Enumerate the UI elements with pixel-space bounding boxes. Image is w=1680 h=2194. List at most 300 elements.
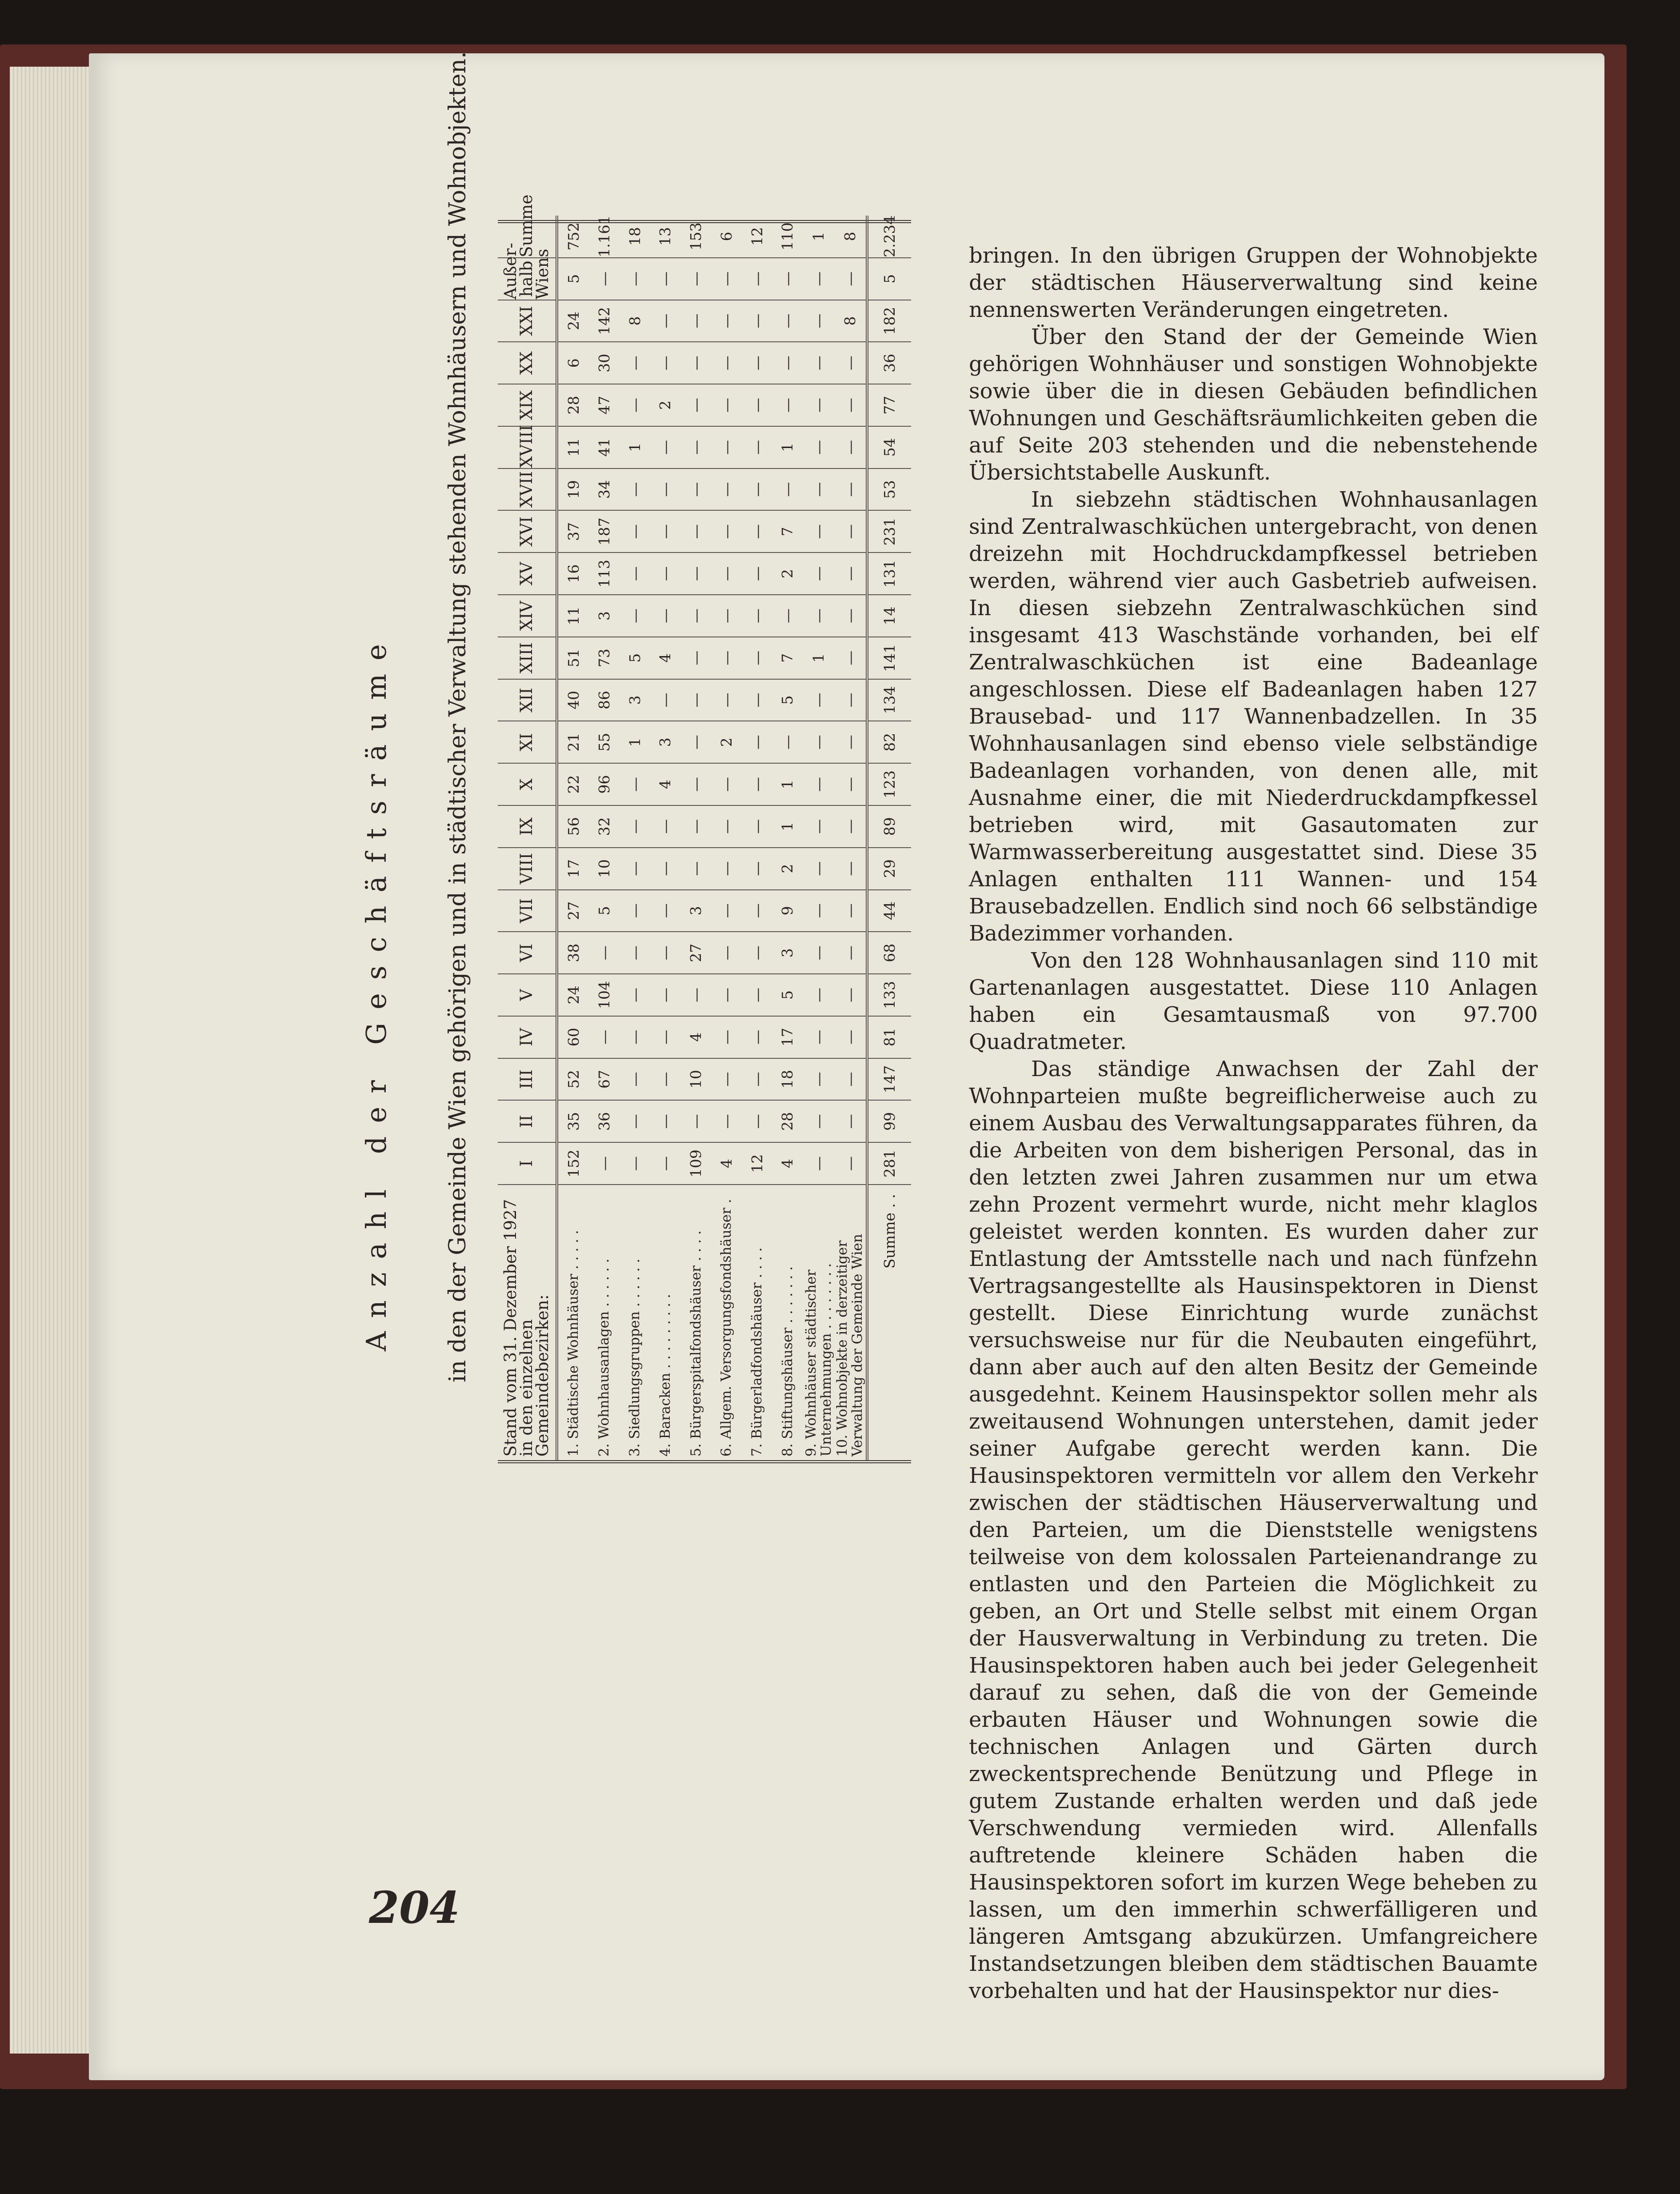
table-cell: — — [834, 721, 867, 763]
table-cell: — — [620, 511, 650, 553]
table-cell: — — [589, 258, 620, 300]
table-cell: — — [620, 258, 650, 300]
table-cell: 10 — [589, 848, 620, 890]
sum-cell: 29 — [867, 848, 911, 890]
table-cell: — — [803, 384, 834, 426]
table-cell: — — [803, 1058, 834, 1101]
column-header: V — [498, 974, 557, 1016]
table-rule-bottom — [498, 1460, 911, 1463]
table-cell: — — [742, 932, 772, 974]
table-cell: 6 — [711, 216, 742, 258]
table-cell: — — [711, 1058, 742, 1101]
row-label: 10. Wohnobjekte in derzeitiger Verwaltung der Gemeinde Wien — [834, 1234, 866, 1457]
table-cell: — — [680, 637, 711, 679]
table-cell: 24 — [557, 974, 589, 1016]
table-cell: — — [834, 1142, 867, 1185]
row-label: 2. Wohnhausanlagen . . . . . . — [596, 1258, 612, 1457]
table-cell: — — [834, 342, 867, 384]
table-cell: — — [742, 805, 772, 848]
table-cell: 41 — [589, 426, 620, 468]
table-cell: 110 — [772, 216, 803, 258]
table-cell: 142 — [589, 300, 620, 342]
table-cell: — — [803, 1016, 834, 1058]
table-cell: — — [589, 1142, 620, 1185]
table-cell: — — [650, 511, 680, 553]
table-cell: — — [650, 426, 680, 468]
table-cell: — — [742, 553, 772, 595]
table-row — [557, 216, 589, 1460]
column-header: XVI — [498, 511, 557, 553]
table-cell: — — [834, 1100, 867, 1142]
table-cell: — — [742, 426, 772, 468]
table-cell: — — [711, 763, 742, 805]
table-cell: 28 — [772, 1100, 803, 1142]
table-cell: 752 — [557, 216, 589, 258]
table-cell: — — [772, 300, 803, 342]
table-cell: 27 — [557, 890, 589, 932]
table-cell: — — [620, 595, 650, 637]
table-cell: 67 — [589, 1058, 620, 1101]
table-cell: — — [834, 258, 867, 300]
table-row — [834, 216, 867, 1460]
text-paragraph: In siebzehn städtischen Wohnhausanlagen sind Zentralwaschküchen untergebracht, von denen dreizehn mit Hochdruckdampfkessel betrieben werden, während vier auch Gasbetrieb aufweisen. In diesen siebzehn Zentralwaschküchen sind insgesamt 413 Waschstände vorhanden, bei elf Zentralwaschküchen ist eine Badeanlage angeschlossen. Diese elf Badeanlagen haben 127 Brausebad- und 117 Wannenbadzellen. In 35 Wohnhausanlagen sind ebenso viele selbständige Badeanlagen vorhanden, von denen alle, mit Ausnahme einer, die mit Niederdruckdampfkessel betrieben wird, mit Gasautomaten zur Warmwasserbereitung ausgestattet sind. Diese 35 Anlagen enthalten 111 Wannen- und 154 Brausebadzellen. Endlich sind noch 66 selbständige Badezimmer vorhanden. — [969, 487, 1538, 946]
table-cell: 19 — [557, 468, 589, 511]
table-cell: — — [680, 595, 711, 637]
table-cell: — — [680, 848, 711, 890]
table-cell: 1 — [803, 216, 834, 258]
text-paragraph: Über den Stand der der Gemeinde Wien gehörigen Wohnhäuser und sonstigen Wohnobjekte sowie über die in diesen Gebäuden befindlichen Wohnungen und Geschäftsräumlichkeiten geben die auf Seite 203 stehenden und die nebenstehende Übersichtstabelle Auskunft. — [969, 324, 1538, 485]
table-cell: 60 — [557, 1016, 589, 1058]
table-subtitle: in den der Gemeinde Wien gehörigen und in städtischer Verwaltung stehenden Wohnhäusern und Wohnobjekten. — [444, 51, 471, 1382]
table-cell: — — [834, 805, 867, 848]
table-cell: — — [680, 679, 711, 721]
table-cell: 73 — [589, 637, 620, 679]
table-cell: — — [803, 468, 834, 511]
table-cell: 2 — [772, 553, 803, 595]
table-cell: 47 — [589, 384, 620, 426]
table-cell: — — [803, 679, 834, 721]
sum-cell: 44 — [867, 890, 911, 932]
table-cell: 5 — [772, 679, 803, 721]
table-cell: — — [620, 1100, 650, 1142]
table-cell: 18 — [772, 1058, 803, 1101]
table-cell: 113 — [589, 553, 620, 595]
table-cell: — — [834, 974, 867, 1016]
table-cell: — — [711, 805, 742, 848]
table-row — [772, 216, 803, 1460]
table-cell: — — [680, 553, 711, 595]
table-cell: — — [680, 342, 711, 384]
table-cell: 52 — [557, 1058, 589, 1101]
sum-cell: 2.234 — [867, 216, 911, 258]
table-cell: — — [834, 468, 867, 511]
table-cell: 7 — [772, 511, 803, 553]
table-cell: — — [620, 384, 650, 426]
table-title: Anzahl der Geschäftsräume — [360, 631, 392, 1351]
table-row — [650, 216, 680, 1460]
table-cell: — — [711, 300, 742, 342]
table-cell: — — [680, 300, 711, 342]
column-header: IV — [498, 1016, 557, 1058]
table-cell: 5 — [620, 637, 650, 679]
table-cell: — — [650, 848, 680, 890]
table-cell: — — [650, 679, 680, 721]
column-header: XX — [498, 342, 557, 384]
table-cell: — — [803, 553, 834, 595]
table-cell: — — [650, 805, 680, 848]
sum-cell: 36 — [867, 342, 911, 384]
table-cell: 8 — [834, 216, 867, 258]
column-header: XIX — [498, 384, 557, 426]
table-cell: 17 — [772, 1016, 803, 1058]
column-header: XV — [498, 553, 557, 595]
table-cell: — — [711, 595, 742, 637]
column-header: XVII — [498, 468, 557, 511]
table-cell: 24 — [557, 300, 589, 342]
table-row — [620, 216, 650, 1460]
table-cell: — — [803, 1142, 834, 1185]
table-cell: — — [589, 1016, 620, 1058]
table-cell: — — [742, 721, 772, 763]
table-cell: 30 — [589, 342, 620, 384]
table-cell: — — [650, 468, 680, 511]
row-label: 6. Allgem. Versorgungsfondshäuser . — [718, 1199, 735, 1457]
sum-cell: 147 — [867, 1058, 911, 1101]
table-cell: — — [711, 932, 742, 974]
table-cell: 51 — [557, 637, 589, 679]
table-cell: — — [803, 848, 834, 890]
table-cell: — — [803, 721, 834, 763]
table-cell: — — [620, 1058, 650, 1101]
table-cell: 21 — [557, 721, 589, 763]
column-header: III — [498, 1058, 557, 1101]
table-cell: — — [834, 932, 867, 974]
row-label: 7. Bürgerladfondshäuser . . . . — [749, 1247, 765, 1457]
table-cell: 1 — [772, 426, 803, 468]
table-cell: — — [711, 511, 742, 553]
sum-cell: 134 — [867, 679, 911, 721]
table-cell: 86 — [589, 679, 620, 721]
column-header: Summe — [498, 216, 557, 258]
table-cell: — — [742, 637, 772, 679]
table-row — [742, 216, 772, 1460]
column-header: VI — [498, 932, 557, 974]
row-label: 9. Wohnhäuser städtischer Unternehmungen . . . . . . . . — [803, 1263, 834, 1457]
table-cell: 2 — [650, 384, 680, 426]
header-label: Stand vom 31. Dezember 1927 in den einzelnen Gemeindebezirken: — [498, 1185, 557, 1460]
table-cell: — — [650, 258, 680, 300]
table-cell: — — [650, 932, 680, 974]
column-header: XIII — [498, 637, 557, 679]
table-cell: — — [772, 595, 803, 637]
table-cell: — — [803, 890, 834, 932]
table-cell: 37 — [557, 511, 589, 553]
table-cell: 109 — [680, 1142, 711, 1185]
table-cell: — — [680, 511, 711, 553]
table-cell: — — [650, 890, 680, 932]
sum-cell: 68 — [867, 932, 911, 974]
table-row — [803, 216, 834, 1460]
table-cell: 1.161 — [589, 216, 620, 258]
table-cell: 17 — [557, 848, 589, 890]
table-cell: — — [834, 553, 867, 595]
sum-cell: 81 — [867, 1016, 911, 1058]
table-cell: — — [650, 1142, 680, 1185]
table-cell: — — [742, 468, 772, 511]
table-cell: 4 — [650, 763, 680, 805]
table-cell: — — [834, 637, 867, 679]
table-cell: — — [742, 679, 772, 721]
table-cell: — — [620, 1142, 650, 1185]
column-header: I — [498, 1142, 557, 1185]
table-cell: 16 — [557, 553, 589, 595]
table-cell: 2 — [711, 721, 742, 763]
table-cell: 4 — [711, 1142, 742, 1185]
table-cell: — — [803, 763, 834, 805]
table-cell: — — [772, 468, 803, 511]
text-paragraph: bringen. In den übrigen Gruppen der Wohnobjekte der städtischen Häuserverwaltung sind keine nennenswerten Veränderungen eingetreten. — [969, 243, 1538, 322]
table-cell: 38 — [557, 932, 589, 974]
table-cell: 3 — [650, 721, 680, 763]
table-cell: 1 — [772, 763, 803, 805]
table-cell: 11 — [557, 595, 589, 637]
table-cell: 55 — [589, 721, 620, 763]
table-cell: 35 — [557, 1100, 589, 1142]
table-cell: 12 — [742, 1142, 772, 1185]
table-cell: 4 — [772, 1142, 803, 1185]
table-cell: 34 — [589, 468, 620, 511]
table-cell: — — [803, 974, 834, 1016]
table-cell: — — [620, 1016, 650, 1058]
table-cell: — — [742, 342, 772, 384]
table-cell: — — [834, 384, 867, 426]
text-paragraph: Das ständige Anwachsen der Zahl der Wohnparteien mußte begreiflicherweise auch zu einem Ausbau des Verwaltungsapparates führen, da die Arbeiten von dem bisherigen Personal, das in den letzten zwei Jahren zusammen nur um etwa zehn Prozent vermehrt wurde, nicht mehr klaglos geleistet werden konnten. Es wurden daher zur Entlastung der Amtsstelle nach und nach fünfzehn Vertragsangestellte als Hausinspektoren in Dienst gestellt. Diese Einrichtung wurde zunächst versuchsweise nur für die Neubauten eingeführt, dann aber auch auf den alten Besitz der Gemeinde ausgedehnt. Keinem Hausinspektor sollen mehr als zweitausend Wohnungen unterstehen, damit jeder seiner Aufgabe gerecht werden kann. Die Hausinspektoren vermitteln vor allem den Verkehr zwischen der städtischen Häuserverwaltung und den Parteien, um die Dienststelle wenigstens teilweise von dem kolossalen Parteienandrange zu entlasten und den Parteien die Möglichkeit zu geben, an Ort und Stelle selbst mit einem Organ der Hausverwaltung in Verbindung zu treten. Die Hausinspektoren haben auch bei jeder Gelegenheit darauf zu sehen, daß die von der Gemeinde erbauten Häuser und Wohnungen sowie die technischen Anlagen und Gärten durch zweckentsprechende Benützung und Pflege in gutem Zustande erhalten werden und daß jede Verschwendung vermieden wird. Allenfalls auftretende kleinere Schäden haben die Hausinspektoren sofort im kurzen Wege beheben zu lassen, um den immerhin schwerfälligeren und längeren Amtsgang abzukürzen. Umfangreichere Instandsetzungen bleiben dem städtischen Bauamte vorbehalten und hat der Hausinspektor nur dies- — [969, 1057, 1538, 2003]
column-header: XXI — [498, 300, 557, 342]
table-cell: — — [742, 974, 772, 1016]
table-cell: — — [680, 384, 711, 426]
column-header: XIV — [498, 595, 557, 637]
column-header: XII — [498, 679, 557, 721]
sum-cell: 89 — [867, 805, 911, 848]
column-header: X — [498, 763, 557, 805]
table-cell: — — [711, 848, 742, 890]
table-cell: 4 — [650, 637, 680, 679]
table-cell: 40 — [557, 679, 589, 721]
table-cell: — — [650, 1100, 680, 1142]
table-cell: — — [834, 763, 867, 805]
table-row — [711, 216, 742, 1460]
column-header: Außer-halb Wiens — [498, 258, 557, 300]
table-cell: 104 — [589, 974, 620, 1016]
table-cell: — — [803, 1100, 834, 1142]
table-cell: 13 — [650, 216, 680, 258]
table-cell: 2 — [772, 848, 803, 890]
table-cell: 153 — [680, 216, 711, 258]
table-cell: 18 — [620, 216, 650, 258]
statistics-table — [498, 194, 911, 1460]
table-cell: — — [650, 300, 680, 342]
table-cell: 3 — [680, 890, 711, 932]
table-cell: — — [742, 763, 772, 805]
table-cell: — — [711, 258, 742, 300]
table-cell: 96 — [589, 763, 620, 805]
sum-cell: 5 — [867, 258, 911, 300]
sum-cell: 53 — [867, 468, 911, 511]
table-cell: — — [711, 679, 742, 721]
table-cell: — — [834, 1058, 867, 1101]
sum-cell: 231 — [867, 511, 911, 553]
row-label: 8. Stiftungshäuser . . . . . . . — [779, 1266, 796, 1457]
table-cell: 152 — [557, 1142, 589, 1185]
table-cell: 10 — [680, 1058, 711, 1101]
table-cell: — — [680, 426, 711, 468]
table-cell: — — [742, 1058, 772, 1101]
table-cell: — — [834, 679, 867, 721]
page-number: 204 — [369, 1882, 460, 1934]
table-cell: — — [711, 426, 742, 468]
table-cell: — — [650, 595, 680, 637]
table-cell: 11 — [557, 426, 589, 468]
table-cell: 5 — [772, 974, 803, 1016]
table-cell: 32 — [589, 805, 620, 848]
table-cell: — — [650, 1058, 680, 1101]
column-header: XVIII — [498, 426, 557, 468]
table-cell: 187 — [589, 511, 620, 553]
sum-cell: 99 — [867, 1100, 911, 1142]
table-cell: — — [742, 384, 772, 426]
sum-cell: 133 — [867, 974, 911, 1016]
table-cell: — — [650, 342, 680, 384]
table-cell: — — [834, 511, 867, 553]
table-cell: — — [620, 932, 650, 974]
sum-cell: 182 — [867, 300, 911, 342]
table-cell: 1 — [772, 805, 803, 848]
table-cell: 22 — [557, 763, 589, 805]
table-cell: — — [772, 342, 803, 384]
sum-label: Summe . . — [867, 1185, 911, 1460]
table-cell: — — [680, 974, 711, 1016]
column-header: XI — [498, 721, 557, 763]
sum-cell: 54 — [867, 426, 911, 468]
table-cell: — — [834, 848, 867, 890]
table-cell: — — [742, 890, 772, 932]
text-paragraph: Von den 128 Wohnhausanlagen sind 110 mit Gartenanlagen ausgestattet. Diese 110 Anlagen haben ein Gesamtausmaß von 97.700 Quadratmeter. — [969, 948, 1538, 1054]
table-cell: — — [742, 258, 772, 300]
table-cell: — — [650, 553, 680, 595]
table-cell: — — [742, 1100, 772, 1142]
table-cell: — — [803, 258, 834, 300]
table-cell: — — [803, 932, 834, 974]
table-cell: — — [680, 1100, 711, 1142]
table-cell: — — [803, 511, 834, 553]
table-row — [680, 216, 711, 1460]
table-cell: — — [711, 342, 742, 384]
table-cell: — — [711, 637, 742, 679]
table-cell: 8 — [834, 300, 867, 342]
column-header: IX — [498, 805, 557, 848]
table-cell: 7 — [772, 637, 803, 679]
table-cell: — — [620, 342, 650, 384]
table-cell: 4 — [680, 1016, 711, 1058]
column-header: VIII — [498, 848, 557, 890]
table-cell: — — [711, 468, 742, 511]
table-cell: — — [680, 258, 711, 300]
table-cell: — — [650, 1016, 680, 1058]
table-cell: — — [680, 805, 711, 848]
sum-cell: 82 — [867, 721, 911, 763]
table-cell: — — [711, 974, 742, 1016]
sum-cell: 14 — [867, 595, 911, 637]
table-cell: 1 — [620, 426, 650, 468]
table-cell: — — [680, 721, 711, 763]
table-cell: — — [650, 974, 680, 1016]
table-cell: — — [742, 1016, 772, 1058]
table-cell: — — [620, 890, 650, 932]
table-cell: — — [803, 300, 834, 342]
table-cell: — — [680, 763, 711, 805]
column-header: II — [498, 1100, 557, 1142]
table-cell: — — [772, 721, 803, 763]
table-cell: — — [711, 890, 742, 932]
table-row — [589, 216, 620, 1460]
table-cell: — — [803, 426, 834, 468]
table-cell: — — [589, 932, 620, 974]
sum-row — [867, 216, 911, 1460]
table-cell: 1 — [803, 637, 834, 679]
table-cell: 56 — [557, 805, 589, 848]
table-cell: — — [834, 595, 867, 637]
table-cell: — — [834, 426, 867, 468]
table-cell: — — [620, 468, 650, 511]
table-cell: — — [742, 511, 772, 553]
table-cell: — — [680, 468, 711, 511]
sum-cell: 77 — [867, 384, 911, 426]
table-cell: — — [742, 595, 772, 637]
sum-cell: 123 — [867, 763, 911, 805]
table-cell: — — [711, 1100, 742, 1142]
table-cell: — — [772, 384, 803, 426]
table-cell: 3 — [620, 679, 650, 721]
table-cell: — — [620, 553, 650, 595]
table-cell: — — [742, 848, 772, 890]
table-cell: 1 — [620, 721, 650, 763]
table-cell: 27 — [680, 932, 711, 974]
table-cell: — — [620, 763, 650, 805]
row-label: 4. Baracken . . . . . . . . . — [657, 1294, 673, 1457]
table-cell: — — [772, 258, 803, 300]
table-cell: — — [803, 595, 834, 637]
table-cell: — — [803, 805, 834, 848]
table-cell: 28 — [557, 384, 589, 426]
body-text — [969, 242, 1538, 2005]
row-label: 1. Städtische Wohnhäuser . . . . . — [565, 1230, 582, 1457]
table-cell: — — [834, 1016, 867, 1058]
table-cell: 8 — [620, 300, 650, 342]
table-header-row — [498, 216, 557, 1460]
sum-cell: 141 — [867, 637, 911, 679]
table-cell: — — [711, 384, 742, 426]
table-cell: — — [620, 974, 650, 1016]
column-header: VII — [498, 890, 557, 932]
sum-cell: 131 — [867, 553, 911, 595]
table-cell: 5 — [557, 258, 589, 300]
row-label: 5. Bürgerspitalfondshäuser . . . . — [688, 1230, 704, 1457]
table-cell: 5 — [589, 890, 620, 932]
table-cell: — — [834, 890, 867, 932]
table-cell: 12 — [742, 216, 772, 258]
table-cell: 6 — [557, 342, 589, 384]
table-cell: — — [620, 848, 650, 890]
